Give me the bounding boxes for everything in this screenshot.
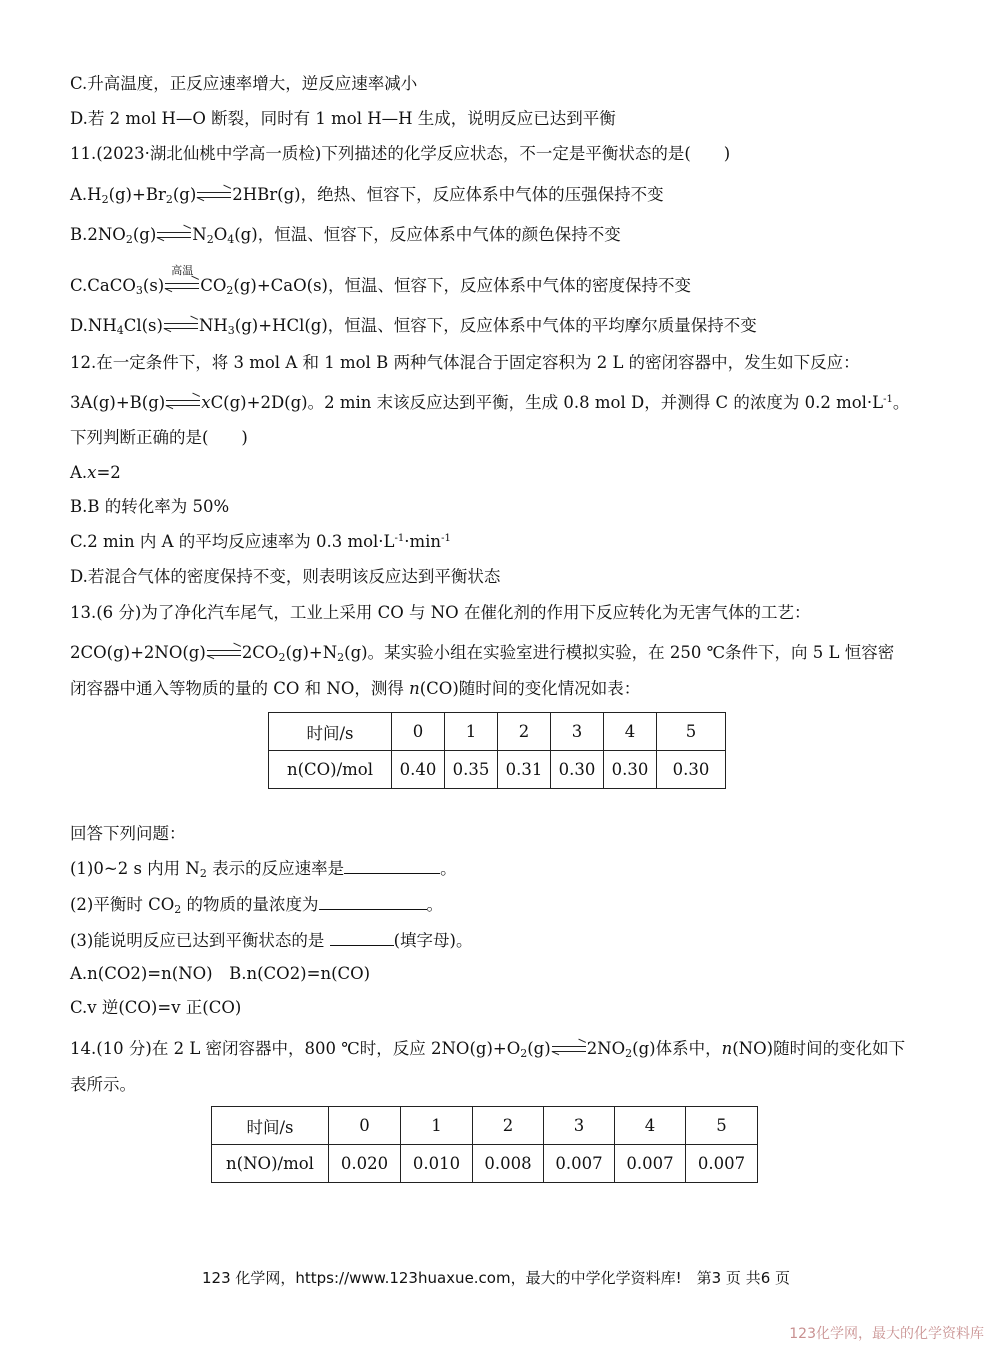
- table-row: [212, 1107, 758, 1145]
- q12-stem: 12.在一定条件下，将 3 mol A 和 1 mol B 两种气体混合于固定容积为 2 L 的密闭容器中，发生如下反应：: [70, 353, 860, 372]
- equilibrium-arrow-icon: [165, 263, 199, 293]
- table-cell: n(NO)/mol: [212, 1145, 329, 1183]
- reaction-condition: 高温: [171, 263, 194, 277]
- q13-sub3: (3)能说明反应已达到平衡状态的是 (填字母)。: [70, 931, 473, 950]
- q11-stem: 11.(2023·湖北仙桃中学高一质检)下列描述的化学反应状态，不一定是平衡状态的是( ): [70, 144, 731, 163]
- q13-equation: 2CO(g)+2NO(g) $2CO_2(g)+N_2(g)$。某实验小组在实验室进行模拟实验，在 250 ℃条件下，向 5 L 恒容密: [70, 643, 895, 664]
- equilibrium-arrow-icon: [552, 1044, 586, 1056]
- equilibrium-arrow-icon: [197, 190, 231, 202]
- q14-stem: 14.(10 分)在 2 L 密闭容器中，800 ℃时，反应 $2NO(g)+O_2(g)$ $2NO_2(g)$体系中，n(NO)随时间的变化如下: [70, 1039, 906, 1060]
- q13-option-c: C.v 逆(CO)=v 正(CO): [70, 998, 242, 1017]
- equilibrium-arrow-icon: [164, 321, 198, 333]
- table-cell: 0.30: [551, 751, 604, 789]
- table-header-cell: 3: [544, 1107, 615, 1145]
- q13-data-table: [268, 712, 726, 789]
- table-cell: 0.30: [604, 751, 657, 789]
- q13-ask: 回答下列问题：: [70, 824, 186, 843]
- page-footer: 123 化学网，https://www.123huaxue.com，最大的中学化学资料库! 第3 页 共6 页: [201, 1269, 791, 1287]
- q12-equation: 3A(g)+B(g) xC(g)+2D(g)。2 min 末该反应达到平衡，生成 0.8 mol D，并测得 C 的浓度为 0.2 $mol\cdot L^{-1}$。: [70, 393, 910, 412]
- q13-sub1: (1)0~2 s 内用 $N_2$ 表示的反应速率是 。: [70, 859, 457, 880]
- q13-options-ab: A.n(CO2)=n(NO) B.n(CO2)=n(CO): [70, 964, 371, 983]
- q13-stem: 13.(6 分)为了净化汽车尾气，工业上采用 CO 与 NO 在催化剂的作用下反应转化为无害气体的工艺：: [70, 603, 811, 622]
- table-header-cell: 1: [401, 1107, 473, 1145]
- table-header-cell: 5: [686, 1107, 758, 1145]
- table-cell: 0.35: [445, 751, 498, 789]
- equilibrium-arrow-icon: [166, 398, 200, 410]
- q12-option-c: C.2 min 内 A 的平均反应速率为 0.3 $mol\cdot L^{-1}\cdot\min^{-1}$: [70, 532, 451, 551]
- table-header-cell: 0: [329, 1107, 401, 1145]
- answer-blank[interactable]: [344, 857, 440, 874]
- table-header-cell: 2: [473, 1107, 544, 1145]
- q13-line3: 闭容器中通入等物质的量的 CO 和 NO，测得 n(CO)随时间的变化情况如表：: [70, 679, 641, 698]
- table-cell: 0.007: [544, 1145, 615, 1183]
- option-c-line: C.升高温度，正反应速率增大，逆反应速率减小: [70, 74, 418, 93]
- q11-option-d: $D.NH_4Cl(s)$ $NH_3(g)+HCl(g)$，恒温、恒容下，反应体系中气体的平均摩尔质量保持不变: [70, 316, 757, 337]
- table-cell: 0.010: [401, 1145, 473, 1183]
- q11-option-c: C.CaCO$_3$(s) 高温 $CO_2(g)+CaO(s)$，恒温、恒容下，反应体系中气体的密度保持不变: [70, 263, 691, 297]
- q12-ask: 下列判断正确的是( ): [70, 428, 248, 447]
- table-header-cell: 4: [615, 1107, 686, 1145]
- q11-option-a: $A.H_2(g)+Br_2(g)$ 2HBr(g)，绝热、恒容下，反应体系中气体的压强保持不变: [70, 185, 664, 206]
- table-header-cell: 时间/s: [212, 1107, 329, 1145]
- q13-sub2: (2)平衡时 $CO_2$ 的物质的量浓度为 。: [70, 895, 444, 916]
- q12-option-b: B.B 的转化率为 50%: [70, 497, 230, 516]
- equilibrium-arrow-icon: [157, 230, 191, 242]
- table-header-cell: 5: [657, 713, 726, 751]
- table-header-cell: 1: [445, 713, 498, 751]
- table-header-cell: 0: [392, 713, 445, 751]
- q12-option-a: A.x=2: [70, 463, 121, 482]
- table-cell: 0.30: [657, 751, 726, 789]
- answer-blank[interactable]: [319, 893, 427, 910]
- table-header-cell: 4: [604, 713, 657, 751]
- option-d-line: D.若 2 mol H—O 断裂，同时有 1 mol H—H 生成，说明反应已达到平衡: [70, 109, 616, 128]
- answer-blank[interactable]: [330, 929, 394, 946]
- q11-option-b: $B.2NO_2(g)$ $N_2O_4(g)$，恒温、恒容下，反应体系中气体的颜色保持不变: [70, 225, 621, 246]
- table-header-cell: 时间/s: [269, 713, 392, 751]
- watermark: 123化学网，最大的化学资料库: [789, 1326, 984, 1342]
- table-cell: 0.31: [498, 751, 551, 789]
- q14-data-table: [211, 1106, 758, 1183]
- table-cell: 0.007: [615, 1145, 686, 1183]
- table-cell: 0.40: [392, 751, 445, 789]
- table-header-cell: 2: [498, 713, 551, 751]
- table-cell: 0.020: [329, 1145, 401, 1183]
- q12-option-d: D.若混合气体的密度保持不变，则表明该反应达到平衡状态: [70, 567, 501, 586]
- table-row: [269, 713, 726, 751]
- table-row: [269, 751, 726, 789]
- table-cell: n(CO)/mol: [269, 751, 392, 789]
- table-header-cell: 3: [551, 713, 604, 751]
- table-row: [212, 1145, 758, 1183]
- table-cell: 0.007: [686, 1145, 758, 1183]
- q14-line2: 表所示。: [70, 1075, 136, 1094]
- equilibrium-arrow-icon: [207, 648, 241, 660]
- table-cell: 0.008: [473, 1145, 544, 1183]
